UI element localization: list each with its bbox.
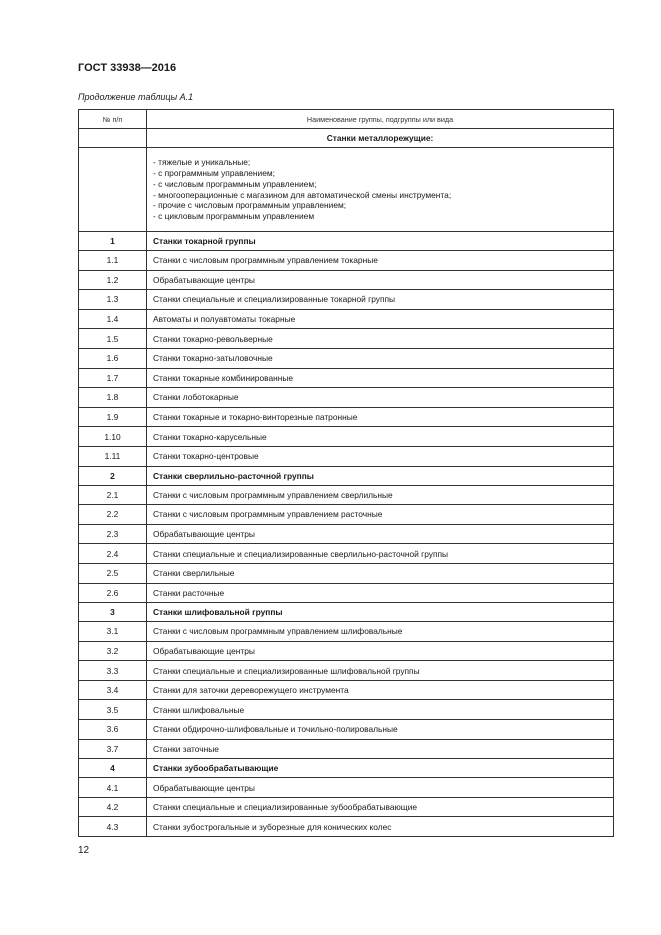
table-cell-number: 1.10 [79,427,147,447]
table-cell-number: 1.5 [79,329,147,349]
table-header-row [79,110,614,129]
table-row [79,427,614,447]
table-cell-number: 1.9 [79,407,147,427]
list-item: - с цикловым программным управлением [153,211,315,222]
table-cell-number: 1.1 [79,251,147,271]
table-cell-name: Станки токарно-затыловочные [147,348,614,368]
table-row [79,388,614,408]
table-cell-name: Станки заточные [147,739,614,759]
table-cell-name: Станки с числовым программным управлением расточные [147,505,614,525]
table-row [79,739,614,759]
table-cell-number: 3.1 [79,622,147,642]
table-cell-name: Станки токарно-карусельные [147,427,614,447]
table-cell-number: 1.11 [79,446,147,466]
table-cell-name: Станки специальные и специализированные зубообрабатывающие [147,797,614,817]
table-cell-name: Станки сверлильные [147,563,614,583]
table-cell-number: 2.3 [79,524,147,544]
classification-table [78,109,614,837]
table-group-row [79,759,614,778]
table-row [79,505,614,525]
table-row [79,661,614,681]
table-cell-name: Обрабатывающие центры [147,641,614,661]
column-header-number: № п/п [79,110,147,129]
table-row [79,817,614,837]
table-cell-name: Станки токарные комбинированные [147,368,614,388]
table-cell-number: 1 [79,232,147,251]
table-row [79,797,614,817]
table-cell-number: 4.2 [79,797,147,817]
table-cell-number: 1.3 [79,290,147,310]
table-cell-number: 4.1 [79,778,147,798]
table-row [79,446,614,466]
table-list-cell [147,148,614,232]
list-item: - с программным управлением; [153,167,275,178]
document-code: ГОСТ 33938—2016 [78,62,177,74]
table-cell-name: Станки специальные и специализированные сверлильно-расточной группы [147,544,614,564]
table-row [79,583,614,603]
table-cell-name: Станки зубообрабатывающие [147,759,614,778]
table-cell-number: 3.2 [79,641,147,661]
table-cell-name: Станки токарные и токарно-винторезные патронные [147,407,614,427]
table-cell-name: Станки зубострогальные и зуборезные для конических колес [147,817,614,837]
table-cell-number: 2.1 [79,485,147,505]
table-row [79,251,614,271]
column-header-name: Наименование группы, подгруппы или вида [147,110,614,129]
table-cell-number: 1.7 [79,368,147,388]
table-cell-number: 2.6 [79,583,147,603]
table-row [79,290,614,310]
table-row [79,778,614,798]
table-row [79,563,614,583]
table-cell-number [79,148,147,232]
table-row [79,368,614,388]
table-cell-name: Обрабатывающие центры [147,524,614,544]
table-cell-number: 1.4 [79,309,147,329]
table-cell-name: Станки шлифовальные [147,700,614,720]
table-cell-name: Станки для заточки дереворежущего инструмента [147,680,614,700]
table-section-row [79,129,614,148]
table-cell-name: Станки специальные и специализированные токарной группы [147,290,614,310]
table-row [79,544,614,564]
table-cell-number: 3.6 [79,720,147,740]
table-row [79,700,614,720]
table-section-title: Станки металлорежущие: [147,129,614,148]
table-cell-name: Станки обдирочно-шлифовальные и точильно-полировальные [147,720,614,740]
table-group-row [79,232,614,251]
table-row [79,720,614,740]
table-cell-name: Станки с числовым программным управлением сверлильные [147,485,614,505]
table-row [79,270,614,290]
table-row [79,485,614,505]
table-cell-number: 4 [79,759,147,778]
table-cell-number [79,129,147,148]
table-cell-number: 1.2 [79,270,147,290]
table-cell-name: Станки с числовым программным управлением токарные [147,251,614,271]
table-cell-name: Станки токарно-центровые [147,446,614,466]
table-row [79,348,614,368]
table-cell-number: 2 [79,466,147,485]
table-row [79,622,614,642]
table-row [79,329,614,349]
table-row [79,641,614,661]
table-row [79,309,614,329]
list-item: - многооперационные с магазином для автоматической смены инструмента; [153,189,452,200]
table-caption: Продолжение таблицы А.1 [78,92,194,102]
table-cell-name: Станки токарно-револьверные [147,329,614,349]
table-cell-name: Станки сверлильно-расточной группы [147,466,614,485]
table-cell-name: Станки лоботокарные [147,388,614,408]
table-cell-number: 3.7 [79,739,147,759]
table-cell-name: Станки специальные и специализированные шлифовальной группы [147,661,614,681]
table-row [79,524,614,544]
table-cell-number: 2.2 [79,505,147,525]
list-item: - тяжелые и уникальные; [153,157,251,168]
table-row [79,407,614,427]
table-cell-name: Станки токарной группы [147,232,614,251]
table-cell-name: Станки с числовым программным управлением шлифовальные [147,622,614,642]
table-cell-number: 3.3 [79,661,147,681]
table-cell-name: Автоматы и полуавтоматы токарные [147,309,614,329]
table-cell-number: 3 [79,603,147,622]
list-item: - с числовым программным управлением; [153,178,317,189]
table-cell-number: 1.8 [79,388,147,408]
table-group-row [79,466,614,485]
table-cell-name: Станки расточные [147,583,614,603]
page-number: 12 [78,845,90,856]
table-row [79,680,614,700]
table-group-row [79,603,614,622]
table-cell-number: 4.3 [79,817,147,837]
table-cell-number: 2.4 [79,544,147,564]
table-cell-number: 3.5 [79,700,147,720]
list-item: - прочие с числовым программным управлением; [153,200,347,211]
table-cell-number: 3.4 [79,680,147,700]
table-cell-name: Обрабатывающие центры [147,778,614,798]
table-cell-number: 1.6 [79,348,147,368]
table-cell-name: Обрабатывающие центры [147,270,614,290]
table-list-row [79,148,614,232]
table-cell-name: Станки шлифовальной группы [147,603,614,622]
table-cell-number: 2.5 [79,563,147,583]
